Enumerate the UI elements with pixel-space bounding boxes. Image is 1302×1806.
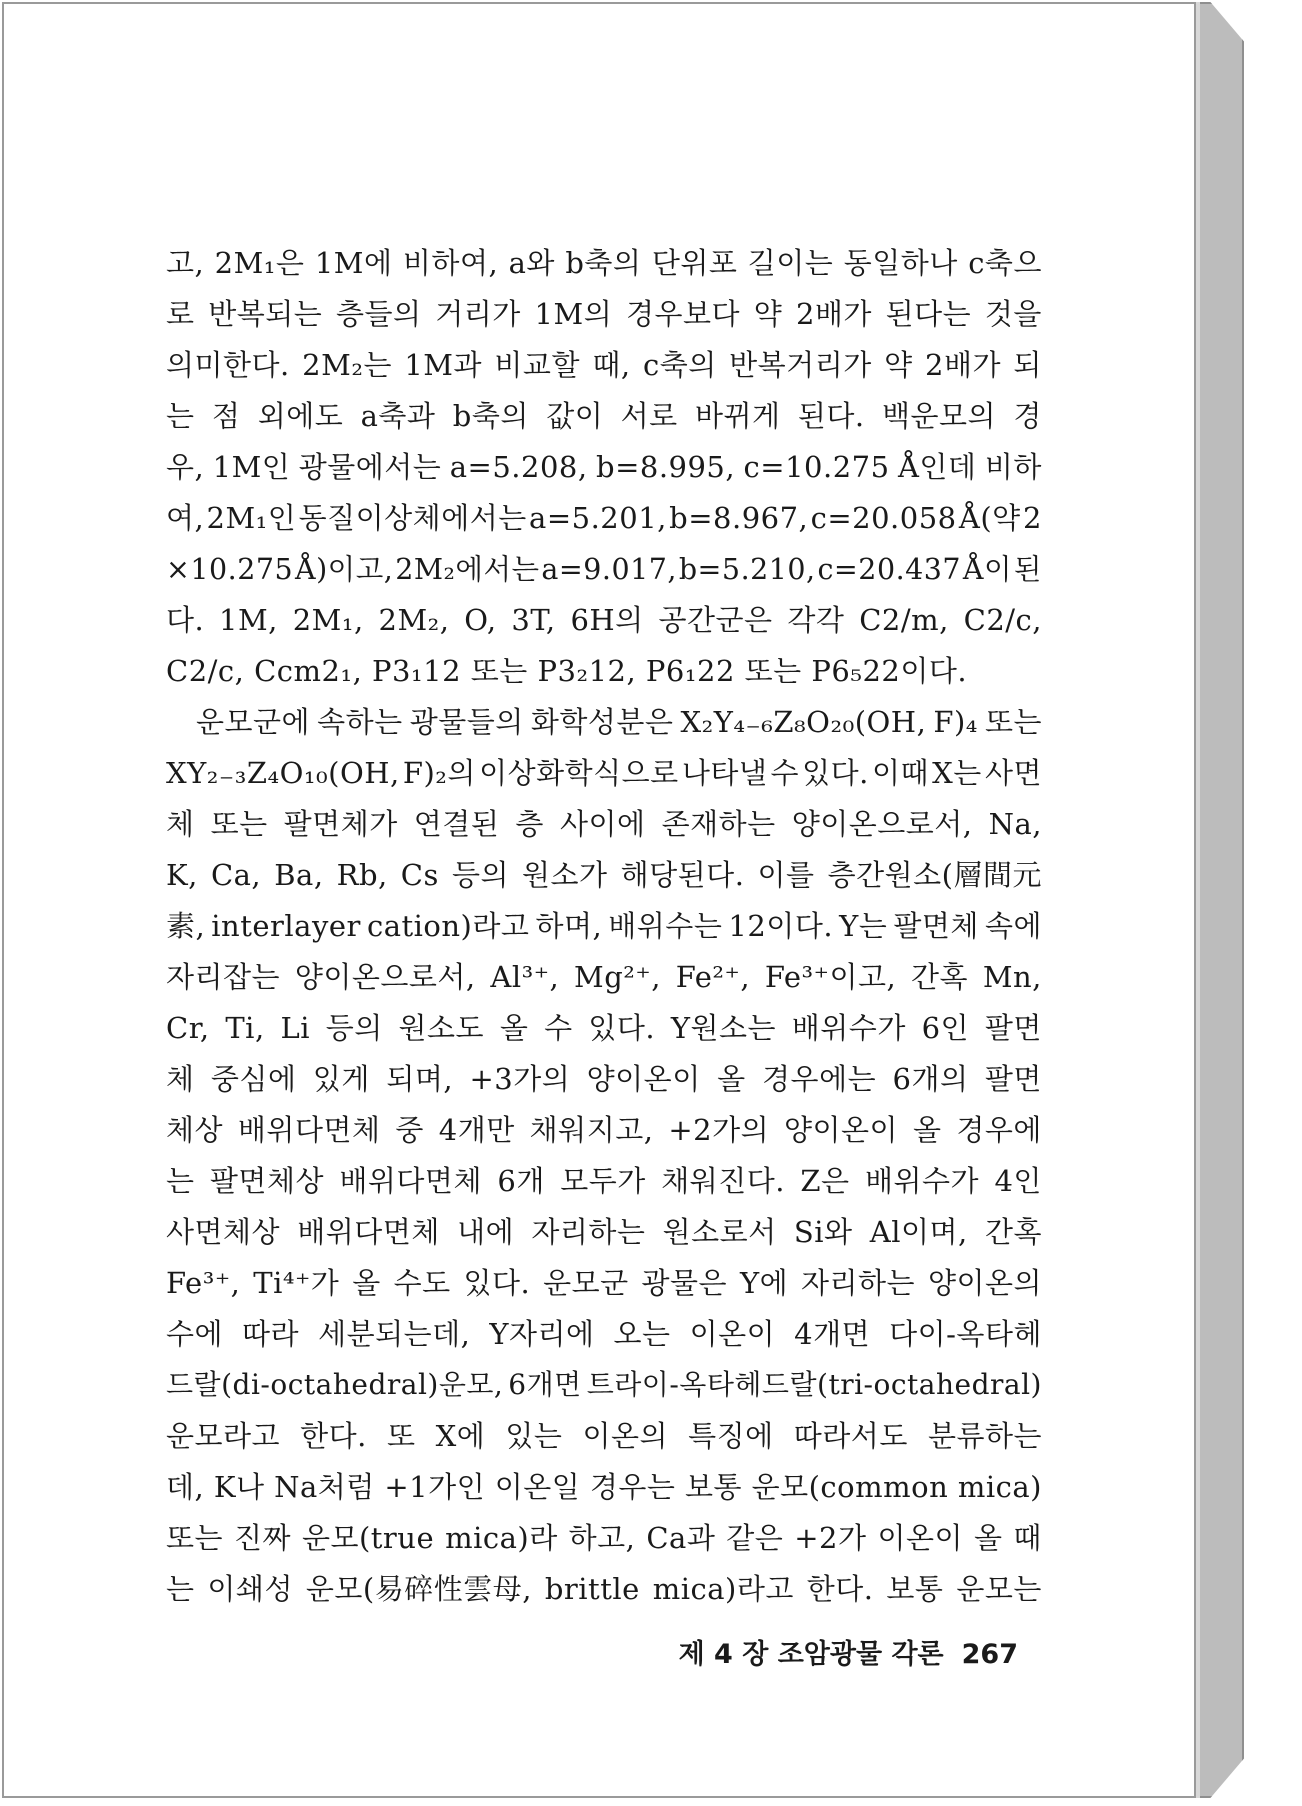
page-number: 267 (961, 1639, 1018, 1670)
page-spine-highlight (1196, 2, 1200, 1798)
text-line: 사면체상 배위다면체 내에 자리하는 원소로서 Si와 Al이며, 간혹 (166, 1215, 1042, 1249)
text-line: 데, K나 Na처럼 +1가인 이온일 경우는 보통 운모(common mica) (166, 1470, 1042, 1504)
text-line: 운모라고 한다. 또 X에 있는 이온의 특징에 따라서도 분류하는 (166, 1419, 1042, 1453)
text-line: 또는 진짜 운모(true mica)라 하고, Ca과 같은 +2가 이온이 올 때 (166, 1521, 1042, 1555)
text-line: 고, 2M₁은 1M에 비하여, a와 b축의 단위포 길이는 동일하나 c축으 (166, 246, 1042, 280)
text-line: 체 중심에 있게 되며, +3가의 양이온이 올 경우에는 6개의 팔면 (166, 1062, 1042, 1096)
text-line: C2/c, Ccm2₁, P3₁12 또는 P3₂12, P6₁22 또는 P6₅22이다. (166, 654, 968, 688)
text-line: 素, interlayer cation)라고 하며, 배위수는 12이다. Y는 팔면체 속에 (166, 909, 1042, 943)
body-text (166, 241, 1042, 1618)
text-line: ×10.275 Å)이고, 2M₂에서는 a=9.017, b=5.210, c=20.437 Å이 된 (166, 553, 1042, 586)
text-line: 드랄(di-octahedral)운모, 6개면 트라이-옥타헤드랄(tri-octahedral) (166, 1368, 1042, 1401)
text-line: 체 또는 팔면체가 연결된 층 사이에 존재하는 양이온으로서, Na, (166, 807, 1042, 841)
page-stack-edge (1196, 2, 1244, 1798)
text-line: 로 반복되는 층들의 거리가 1M의 경우보다 약 2배가 된다는 것을 (166, 297, 1042, 331)
chapter-title: 제 4 장 조암광물 각론 (678, 1639, 944, 1670)
book-page (2, 2, 1196, 1798)
text-line: K, Ca, Ba, Rb, Cs 등의 원소가 해당된다. 이를 층간원소(層間元 (166, 858, 1042, 892)
text-line: Cr, Ti, Li 등의 원소도 올 수 있다. Y원소는 배위수가 6인 팔면 (166, 1011, 1042, 1045)
text-line: 수에 따라 세분되는데, Y자리에 오는 이온이 4개면 다이-옥타헤 (166, 1317, 1042, 1351)
text-line: 체상 배위다면체 중 4개만 채워지고, +2가의 양이온이 올 경우에 (166, 1113, 1042, 1147)
paragraph-start-line: 운모군에 속하는 광물들의 화학성분은 X₂Y₄₋₆Z₈O₂₀(OH, F)₄ 또는 (196, 705, 1042, 739)
text-line: 우, 1M인 광물에서는 a=5.208, b=8.995, c=10.275 Å인데 비하 (166, 450, 1042, 484)
page-footer (664, 1632, 1018, 1671)
text-line: 는 점 외에도 a축과 b축의 값이 서로 바뀌게 된다. 백운모의 경 (166, 399, 1042, 433)
text-line: Fe³⁺, Ti⁴⁺가 올 수도 있다. 운모군 광물은 Y에 자리하는 양이온의 (166, 1266, 1042, 1300)
text-line: 다. 1M, 2M₁, 2M₂, O, 3T, 6H의 공간군은 각각 C2/m, C2/c, (166, 603, 1042, 637)
text-line: 는 이쇄성 운모(易碎性雲母, brittle mica)라고 한다. 보통 운모는 (166, 1572, 1042, 1606)
text-line: XY₂₋₃Z₄O₁₀(OH, F)₂의 이상화학식으로 나타낼 수 있다. 이때 X는 사면 (166, 756, 1042, 790)
text-line: 자리잡는 양이온으로서, Al³⁺, Mg²⁺, Fe²⁺, Fe³⁺이고, 간혹 Mn, (166, 960, 1042, 994)
text-line: 의미한다. 2M₂는 1M과 비교할 때, c축의 반복거리가 약 2배가 되 (166, 348, 1042, 382)
text-line: 여, 2M₁인 동질이상체에서는 a=5.201, b=8.967, c=20.058 Å(약 2 (166, 501, 1042, 535)
text-line: 는 팔면체상 배위다면체 6개 모두가 채워진다. Z은 배위수가 4인 (166, 1164, 1042, 1198)
